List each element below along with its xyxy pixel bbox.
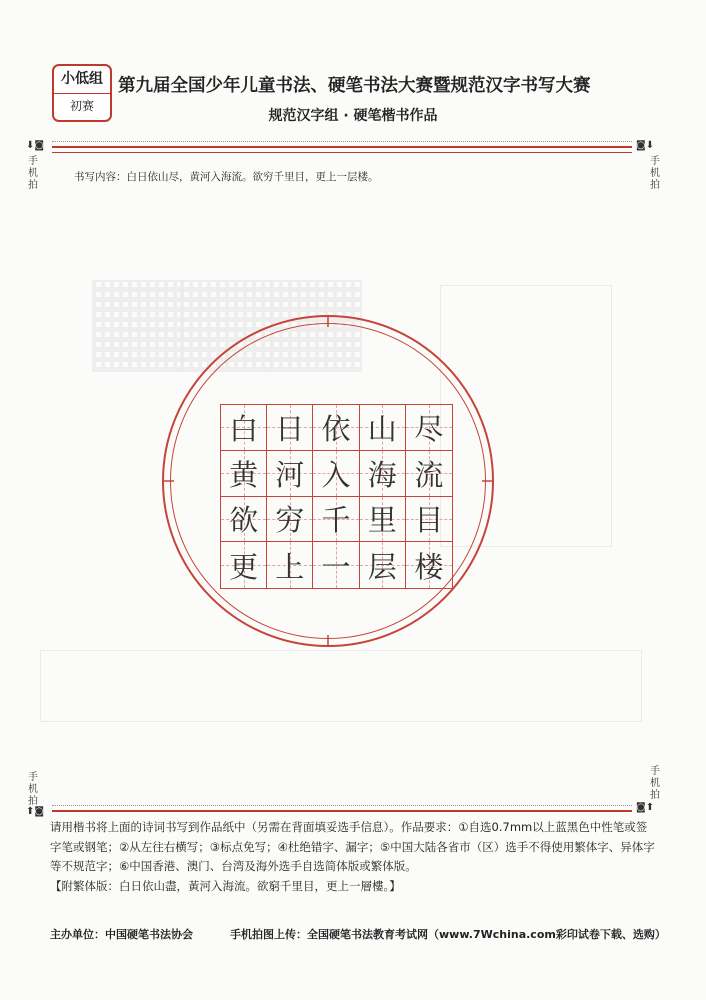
- grid-cell: [313, 542, 359, 588]
- grid-cell: [221, 542, 267, 588]
- grid-character: 穷: [275, 503, 305, 538]
- side-label-bottom-right: 手机拍: [650, 766, 660, 801]
- grid-cell: [313, 451, 359, 497]
- header-rule: [52, 146, 632, 148]
- grid-cell: [406, 497, 452, 543]
- grid-character: 楼: [414, 549, 444, 584]
- grid-character: 入: [321, 457, 351, 492]
- grid-cell: [313, 497, 359, 543]
- grid-cell: [221, 451, 267, 497]
- writing-grid: [220, 404, 453, 589]
- grid-cell: [360, 451, 406, 497]
- grid-character: 目: [414, 503, 444, 538]
- grid-character: 层: [367, 549, 397, 584]
- group-label: 小低组: [54, 66, 110, 94]
- dotted-guide: [52, 141, 632, 142]
- grid-character: 千: [321, 503, 351, 538]
- instructions-traditional: 【附繁体版：白日依山盡，黃河入海流。欲窮千里目，更上一層樓。】: [50, 878, 401, 893]
- footer-rule: [52, 810, 632, 812]
- grid-character: 流: [414, 457, 444, 492]
- camera-icon: ◙⬆: [636, 802, 655, 813]
- writing-content: 书写内容：白日依山尽，黄河入海流。欲穷千里目，更上一层楼。: [74, 171, 379, 183]
- side-label-top-left: 手机拍: [28, 156, 38, 191]
- camera-icon: ◙⬇: [636, 140, 655, 151]
- dotted-guide: [52, 805, 632, 806]
- side-label-bottom-left: 手机拍: [28, 772, 38, 807]
- grid-cell: [406, 451, 452, 497]
- grid-cell: [360, 405, 406, 451]
- instructions-main: 请用楷书将上面的诗词书写到作品纸中（另需在背面填妥选手信息）。作品要求：①自选0.7mm以上蓝黑色中性笔或签字笔或钢笔；②从左往右横写；③标点免写；④杜绝错字、漏字；⑤中国大陆各省市（区）选手不得使用繁体字、异体字等不规范字；⑥中国香港、澳门、台湾及海外选手自选简体版或繁体版。: [50, 820, 655, 873]
- page-subtitle: 规范汉字组 · 硬笔楷书作品: [268, 108, 438, 124]
- grid-character: 黄: [229, 457, 259, 492]
- camera-icon: ⬇◙: [26, 140, 45, 151]
- grid-character: 上: [275, 549, 305, 584]
- round-label: 初赛: [69, 99, 94, 113]
- grid-cell: [267, 542, 313, 588]
- grid-character: 更: [229, 549, 259, 584]
- grid-character: 山: [367, 411, 397, 446]
- header-rule-thin: [52, 152, 632, 153]
- grid-cell: [360, 542, 406, 588]
- grid-cell: [267, 451, 313, 497]
- grid-character: 欲: [229, 503, 259, 538]
- grid-character: 一: [321, 549, 351, 584]
- grid-cell: [313, 405, 359, 451]
- grid-character: 白: [229, 411, 259, 446]
- instructions: [50, 818, 656, 896]
- grid-cell: [406, 405, 452, 451]
- bleed-through-box: [40, 650, 642, 722]
- grid-cell: [221, 405, 267, 451]
- grid-cell: [360, 497, 406, 543]
- grid-character: 河: [275, 457, 305, 492]
- camera-icon: ⬆◙: [26, 806, 45, 817]
- footer-upload: 手机拍图上传：全国硬笔书法教育考试网（www.7Wchina.com彩印试卷下载、选购）: [230, 928, 666, 941]
- page-title: 第九届全国少年儿童书法、硬笔书法大赛暨规范汉字书写大赛: [118, 76, 591, 96]
- grid-character: 依: [321, 411, 351, 446]
- grid-character: 海: [367, 457, 397, 492]
- grid-cell: [221, 497, 267, 543]
- grid-cell: [267, 497, 313, 543]
- grid-cell: [406, 542, 452, 588]
- grid-cell: [267, 405, 313, 451]
- footer-organizer: 主办单位：中国硬笔书法协会: [50, 928, 193, 941]
- grid-character: 尽: [414, 411, 444, 446]
- grid-character: 日: [275, 411, 305, 446]
- side-label-top-right: 手机拍: [650, 156, 660, 191]
- grid-character: 里: [367, 503, 397, 538]
